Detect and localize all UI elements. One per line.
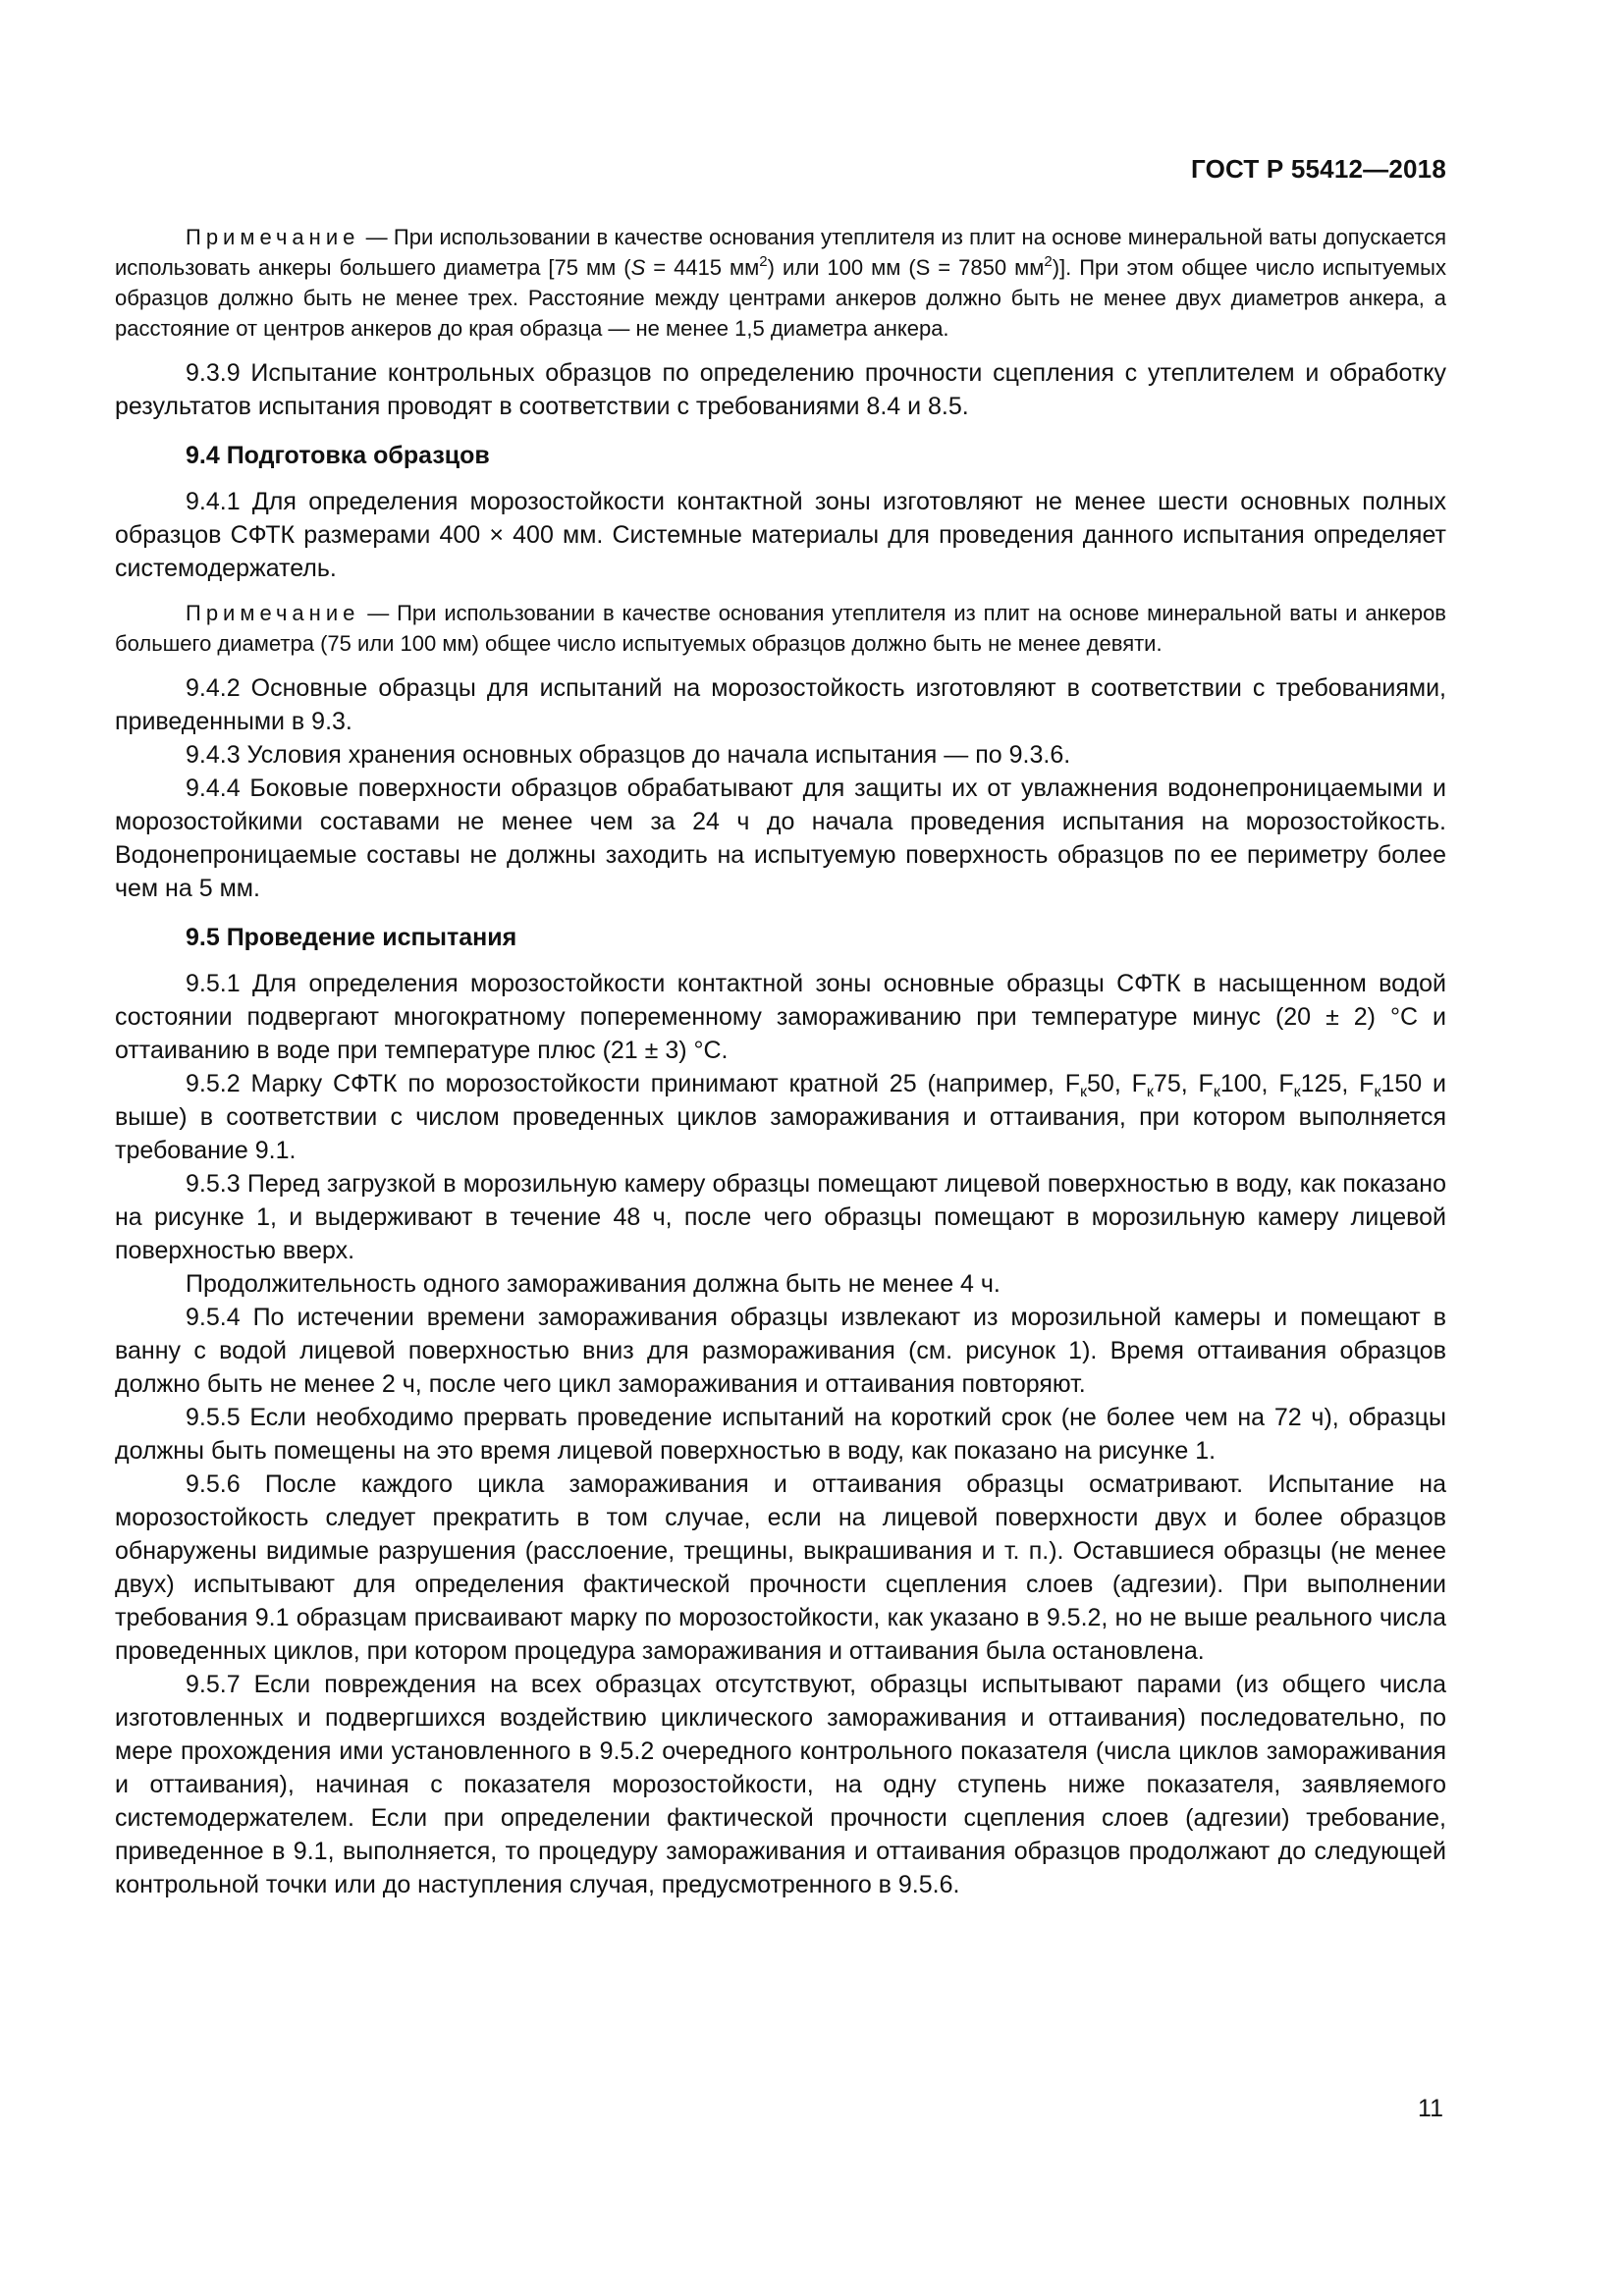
- paragraph-9-5-4: 9.5.4 По истечении времени замораживания образцы извлекают из морозильной камеры и помещают в ванну с водой лицевой поверхностью вниз для размораживания (см. рисунок 1). Время оттаивания образцов должно быть не менее 2 ч, после чего цикл замораживания и оттаивания повторяют.: [115, 1304, 1446, 1398]
- paragraph-9-4-3: 9.4.3 Условия хранения основных образцов до начала испытания — по 9.3.6.: [186, 741, 1071, 769]
- paragraph-9-4-2: 9.4.2 Основные образцы для испытаний на морозостойкость изготовляют в соответствии с требованиями, приведенными в 9.3.: [115, 674, 1446, 735]
- note-label: Примечание: [186, 601, 360, 625]
- paragraph-9-5-3: 9.5.3 Перед загрузкой в морозильную камеру образцы помещают лицевой поверхностью в воду, как показано на рисунке 1, и выдерживают в течение 48 ч, после чего образцы помещают в морозильную камеру лицевой поверхностью вверх.: [115, 1170, 1446, 1264]
- note-paragraph-1: Примечание — При использовании в качестве основания утеплителя из плит на основе минеральной ваты допускается использовать анкеры большего диаметра [75 мм (S = 4415 $мм^2$) или 100 мм (S = 7850 $мм^2$)]. При этом общее число испытуемых образцов должно быть не менее трех. Расстояние между центрами анкеров должно быть не менее двух диаметров анкера, а расстояние от центров анкеров до края образца — не менее 1,5 диаметра анкера.: [115, 225, 1446, 341]
- paragraph-9-5-6: 9.5.6 После каждого цикла замораживания и оттаивания образцы осматривают. Испытание на морозостойкость следует прекратить в том случае, если на лицевой поверхности двух и более образцов обнаружены видимые разрушения (расслоение, трещины, выкрашивания и т. п.). Оставшиеся образцы (не менее двух) испытывают для определения фактической прочности сцепления слоев (адгезии). При выполнении требования 9.1 образцам присваивают марку по морозостойкости, как указано в 9.5.2, но не выше реального числа проведенных циклов, при котором процедура замораживания и оттаивания была остановлена.: [115, 1470, 1446, 1665]
- section-heading-9-5: 9.5 Проведение испытания: [186, 924, 517, 951]
- section-heading-9-4: 9.4 Подготовка образцов: [186, 442, 490, 469]
- page-body: [115, 222, 1446, 1901]
- paragraph-9-5-2: 9.5.2 Марку СФТК по морозостойкости принимают кратной 25 (например, $F_к50$, $F_к75$, $F_к100$, $F_к125$, $F_к150$ и выше) в соответствии с числом проведенных циклов замораживания и оттаивания, при котором выполняется требование 9.1.: [115, 1070, 1447, 1164]
- paragraph-9-5-3-duration: Продолжительность одного замораживания должна быть не менее 4 ч.: [186, 1270, 1001, 1298]
- note-paragraph-2: Примечание — При использовании в качестве основания утеплителя из плит на основе минеральной ваты и анкеров большего диаметра (75 или 100 мм) общее число испытуемых образцов должно быть не менее девяти.: [115, 601, 1446, 656]
- page-number: 11: [1418, 2095, 1443, 2122]
- paragraph-9-4-1: 9.4.1 Для определения морозостойкости контактной зоны изготовляют не менее шести основных полных образцов СФТК размерами 400 × 400 мм. Системные материалы для проведения данного испытания определяет системодержатель.: [115, 488, 1446, 582]
- document-code-header: ГОСТ Р 55412—2018: [1191, 154, 1446, 184]
- paragraph-9-3-9: 9.3.9 Испытание контрольных образцов по определению прочности сцепления с утеплителем и обработку результатов испытания проводят в соответствии с требованиями 8.4 и 8.5.: [115, 359, 1446, 420]
- note-label: Примечание: [186, 225, 360, 249]
- paragraph-9-4-4: 9.4.4 Боковые поверхности образцов обрабатывают для защиты их от увлажнения водонепроницаемыми и морозостойкими составами не менее чем за 24 ч до начала проведения испытания на морозостойкость. Водонепроницаемые составы не должны заходить на испытуемую поверхность образцов по ее периметру более чем на 5 мм.: [115, 774, 1446, 902]
- paragraph-9-5-5: 9.5.5 Если необходимо прервать проведение испытаний на короткий срок (не более чем на 72 ч), образцы должны быть помещены на это время лицевой поверхностью в воду, как показано на рисунке 1.: [115, 1404, 1446, 1465]
- paragraph-9-5-7: 9.5.7 Если повреждения на всех образцах отсутствуют, образцы испытывают парами (из общего числа изготовленных и подвергшихся воздействию циклического замораживания и оттаивания) последовательно, по мере прохождения ими установленного в 9.5.2 очередного контрольного показателя (числа циклов замораживания и оттаивания), начиная с показателя морозостойкости, на одну ступень ниже показателя, заявляемого системодержателем. Если при определении фактической прочности сцепления слоев (адгезии) требование, приведенное в 9.1, выполняется, то процедуру замораживания и оттаивания образцов продолжают до следующей контрольной точки или до наступления случая, предусмотренного в 9.5.6.: [115, 1671, 1446, 1898]
- paragraph-9-5-1: 9.5.1 Для определения морозостойкости контактной зоны основные образцы СФТК в насыщенном водой состоянии подвергают многократному попеременному замораживанию при температуре минус (20 ± 2) °C и оттаиванию в воде при температуре плюс (21 ± 3) °C.: [115, 970, 1446, 1064]
